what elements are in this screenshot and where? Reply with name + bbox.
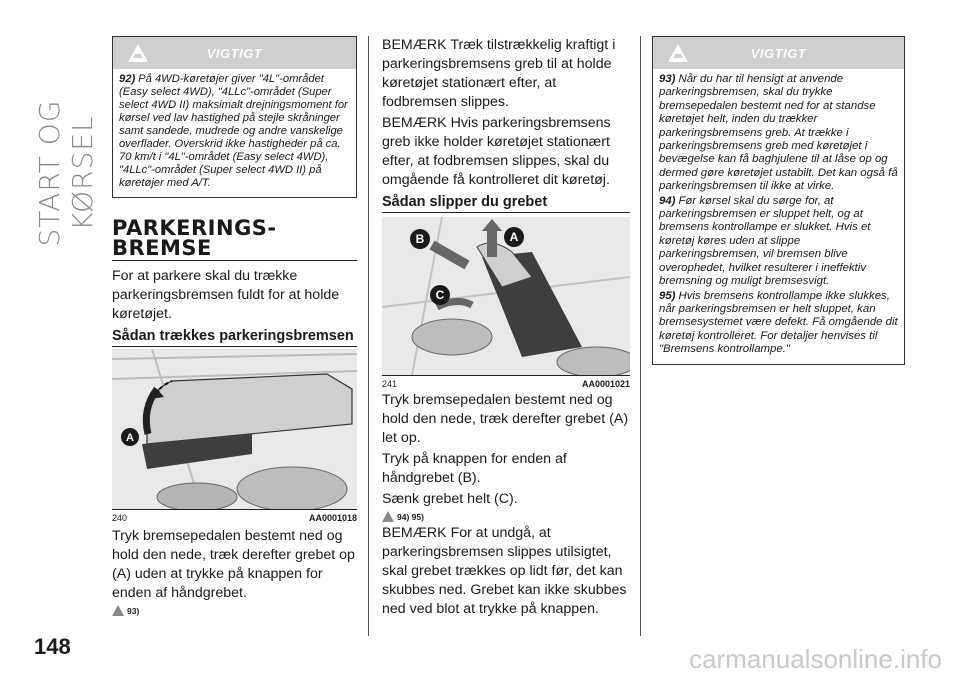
warning-text: Før kørsel skal du sørge for, at parkeringsbremsen er sluppet helt, og at bremsens kontrollampe er slukket. Hvis et køretøj køres uden at slippe parkeringsbremsen, vil bremsen blive overophedet, hvilket resulterer i ineffektiv bremsning og muligt bremsesvigt. — [659, 194, 871, 288]
handbrake-pull-illustration — [112, 349, 357, 509]
note-paragraph: BEMÆRK For at undgå, at parkeringsbremsen slippes utilsigtet, skal grebet trækkes op lidt før, det kan skubbes ned. Grebet kan ikke skubbes ned ved blot at trykke på knappen. — [382, 525, 627, 617]
warning-body — [653, 69, 904, 364]
chapter-title-text: START OG KØRSEL — [33, 99, 99, 247]
warning-title: VIGTIGT — [750, 46, 807, 61]
warning-text: På 4WD-køretøjer giver "4L"-området (Easy select 4WD), "4LLc"-området (Super select 4WD II) maksimalt drejningsmoment for kørsel ved lav hastighed på stejle skråninger samt sandede, mudrede og andre vanskelige overflader. Overskrid ikke hastigheder på ca. 70 km/t i "4L"-området (Easy select 4WD), "4LLc"-området (Super select 4WD II) på køretøjer med A/T. — [119, 73, 348, 189]
figure-id: AA0001018 — [308, 513, 357, 523]
column-1 — [112, 36, 357, 616]
reference-number: 93) — [127, 605, 140, 616]
callout-c: C — [435, 288, 445, 302]
step-paragraph: Sænk grebet helt (C). — [382, 491, 518, 507]
warning-number: 95) — [659, 289, 676, 302]
footer-watermark[interactable]: carmanualsonline.info — [689, 644, 942, 674]
figure-240 — [112, 349, 357, 510]
warning-number: 93) — [659, 73, 676, 85]
reference-numbers: 94) 95) — [397, 511, 424, 522]
warning-reference — [112, 605, 357, 616]
warning-header — [113, 37, 356, 69]
instruction-paragraph: Tryk bremsepedalen bestemt ned og hold den nede, træk derefter grebet op (A) uden at trykke på knappen for enden af håndgrebet. — [112, 528, 355, 601]
figure-241 — [382, 217, 630, 376]
page-number: 148 — [34, 634, 71, 659]
column-divider — [640, 36, 641, 636]
intro-paragraph: For at parkere skal du trække parkeringsbremsen fuldt for at holde køretøjet. — [112, 268, 340, 322]
callout-a: A — [126, 432, 134, 444]
section-title-line-2: BREMSE — [112, 236, 212, 260]
figure-number: 240 — [112, 513, 128, 523]
warning-reference — [382, 511, 630, 522]
column-2 — [382, 36, 630, 619]
warning-box — [112, 36, 357, 198]
warning-box — [652, 36, 905, 365]
warning-triangle-icon — [382, 511, 394, 522]
warning-header — [653, 37, 904, 69]
warning-number: 92) — [119, 73, 136, 85]
figure-caption — [382, 379, 630, 389]
note-paragraph: BEMÆRK Hvis parkeringsbremsens greb ikke holder køretøjet stationært efter, at fodbremsen slippes, skal du omgående få kontrolleret dit køretøj. — [382, 115, 611, 188]
column-divider — [368, 36, 369, 636]
warning-text: Når du har til hensigt at anvende parkeringsbremsen, skal du trykke bremsepedalen bestemt ned for at standse køretøjet helt, inden du trækker parkeringsbremsens greb. At trække i parkeringsbremsens greb med køretøjet i bevægelse kan få baghjulene til at låse op og dermed gøre køretøjet ustabilt. Det kan også få parkeringsbremsen til ikke at virke. — [659, 73, 898, 193]
step-paragraph: Tryk bremsepedalen bestemt ned og hold den nede, træk derefter grebet (A) let op. — [382, 392, 629, 446]
callout-b: B — [415, 232, 425, 246]
figure-id: AA0001021 — [581, 379, 630, 389]
note-paragraph: BEMÆRK Træk tilstrækkelig kraftigt i parkeringsbremsens greb til at holde køretøjet stationært efter, at fodbremsen slippes. — [382, 37, 616, 110]
warning-triangle-icon — [112, 605, 124, 616]
chapter-side-title — [33, 40, 99, 280]
section-title-line-1: PARKERINGS- — [112, 216, 277, 240]
column-3 — [652, 36, 905, 365]
warning-body — [113, 69, 356, 197]
subheading: Sådan slipper du grebet — [382, 194, 630, 213]
warning-title: VIGTIGT — [206, 46, 263, 61]
figure-number: 241 — [382, 379, 398, 389]
step-paragraph: Tryk på knappen for enden af håndgrebet (B). — [382, 451, 567, 486]
figure-caption — [112, 513, 357, 523]
warning-number: 94) — [659, 194, 676, 207]
subheading: Sådan trækkes parkeringsbremsen — [112, 328, 357, 347]
warning-text: Hvis bremsens kontrollampe ikke slukkes, når parkeringsbremsen er helt sluppet, kan bremsesystemet være defekt. Få omgående dit køretøj kontrolleret. For detaljer henvises til "Bremsens kontrollampe." — [659, 289, 898, 356]
handbrake-release-illustration — [382, 217, 630, 375]
section-title — [112, 218, 357, 261]
callout-a: A — [509, 230, 519, 244]
